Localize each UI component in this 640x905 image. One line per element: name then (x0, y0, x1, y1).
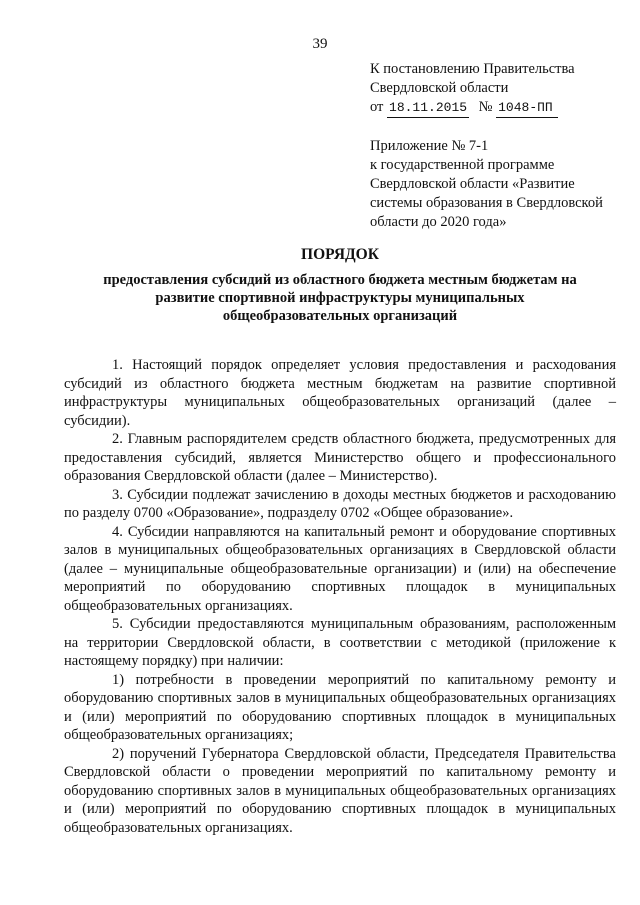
date-value: 18.11.2015 (387, 98, 469, 118)
paragraph-4: 4. Субсидии направляются на капитальный ремонт и оборудование спортивных залов в муниципальных общеобразовательных организациях в Свердловской области (далее – муниципальные общеобразовательные организации) и (или) на обеспечение мероприятий по оборудованию спортивных площадок в муниципальных общеобразовательных организациях. (64, 523, 616, 614)
header-line: К постановлению Правительства (370, 61, 575, 77)
appendix-line: Свердловской области «Развитие (370, 176, 575, 192)
paragraph-3: 3. Субсидии подлежат зачислению в доходы местных бюджетов и расходованию по разделу 0700 «Образование», подразделу 0702 «Общее образование». (64, 486, 616, 521)
number-value: 1048-ПП (496, 98, 558, 118)
document-header (370, 60, 630, 232)
header-line: Свердловской области (370, 80, 509, 96)
paragraph-5-item-2: 2) поручений Губернатора Свердловской области, Председателя Правительства Свердловской области о проведении мероприятий по капитальному ремонту и оборудованию спортивных залов в муниципальных общеобразовательных организациях и (или) мероприятий по оборудованию спортивных площадок в муниципальных общеобразовательных организациях. (64, 745, 616, 836)
date-prefix: от (370, 99, 384, 115)
subtitle-line: предоставления субсидий из областного бюджета местным бюджетам на (103, 272, 577, 288)
document-body (64, 356, 616, 837)
date-number-line (370, 98, 630, 118)
appendix-line: системы образования в Свердловской (370, 195, 603, 211)
paragraph-1: 1. Настоящий порядок определяет условия предоставления и расходования субсидий из областного бюджета местным бюджетам на развитие спортивной инфраструктуры муниципальных общеобразовательных организаций (далее – субсидии). (64, 357, 616, 429)
subtitle-line: развитие спортивной инфраструктуры муниципальных (155, 290, 525, 306)
paragraph-5: 5. Субсидии предоставляются муниципальным образованиям, расположенным на территории Свердловской области, в соответствии с методикой (приложение к настоящему порядку) при наличии: (64, 616, 616, 669)
paragraph-2: 2. Главным распорядителем средств областного бюджета, предусмотренных для предоставления субсидий, является Министерство общего и профессионального образования Свердловской области (далее – Министерство). (64, 431, 616, 484)
subtitle-line: общеобразовательных организаций (222, 308, 458, 324)
document-title: ПОРЯДОК (301, 246, 379, 263)
paragraph-5-item-1: 1) потребности в проведении мероприятий по капитальному ремонту и оборудованию спортивных залов в муниципальных общеобразовательных организациях и (или) мероприятий по оборудованию спортивных площадок в муниципальных общеобразовательных организациях; (64, 671, 616, 743)
appendix-line: к государственной программе (370, 157, 555, 173)
document-subtitle (80, 271, 600, 325)
appendix-line: области до 2020 года» (370, 214, 507, 230)
page-number: 39 (312, 36, 328, 52)
number-prefix: № (478, 99, 493, 115)
appendix-line: Приложение № 7-1 (370, 138, 489, 154)
